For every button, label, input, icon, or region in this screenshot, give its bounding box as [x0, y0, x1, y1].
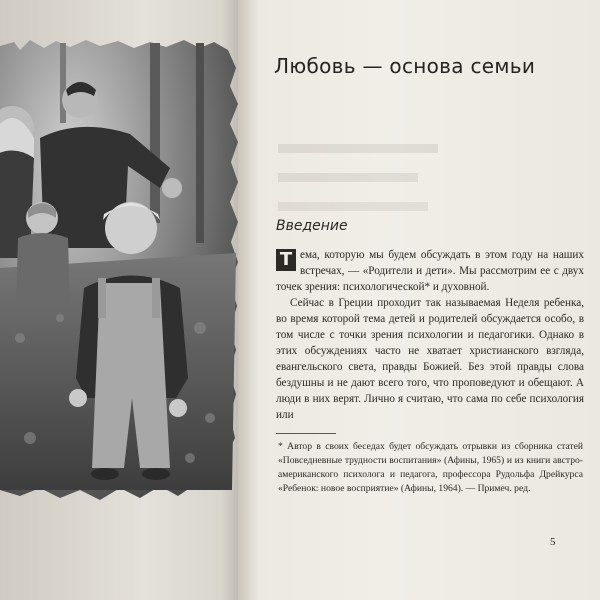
body-text	[276, 247, 584, 423]
left-page	[0, 0, 240, 600]
right-page	[238, 0, 600, 600]
show-through-text	[278, 144, 538, 225]
footnote-divider	[276, 433, 336, 434]
paragraph-2: Сейчас в Греции проходит так называемая Неделя ребенка, во время которой тема детей и родителей обсуждается особо, в том числе с точки зрения психологии и педагогики. Однако в этих обсуждениях часто не хватает христианского взгляда, евангельского света, правды Божией. Без этой правды слова бездушны и не дают всего того, что проповедуют и обещают. А люди в них верят. Лично я считаю, что сама по себе психология или	[276, 297, 584, 421]
paragraph-1	[276, 247, 584, 295]
chapter-title: Любовь — основа семьи	[274, 54, 536, 78]
family-photo	[0, 38, 240, 508]
section-title: Введение	[276, 218, 348, 234]
paragraph-1-text: ема, которую мы будем обсуждать в этом году на наших встречах, — «Родители и дети». Мы рассмотрим ее с двух точек зрения: психологической* и духовной.	[276, 249, 584, 293]
drop-cap: Т	[276, 249, 296, 271]
footnote: * Автор в своих беседах будет обсуждать отрывки из сборника статей «Повседневные трудности воспитания» (Афины, 1965) и из книги австро-американского психолога и педагога, профессора Рудольфа Дрейкурса «Ребенок: новое восприятие» (Афины, 1964). — Примеч. ред.	[278, 441, 583, 494]
page-number: 5	[550, 536, 556, 548]
